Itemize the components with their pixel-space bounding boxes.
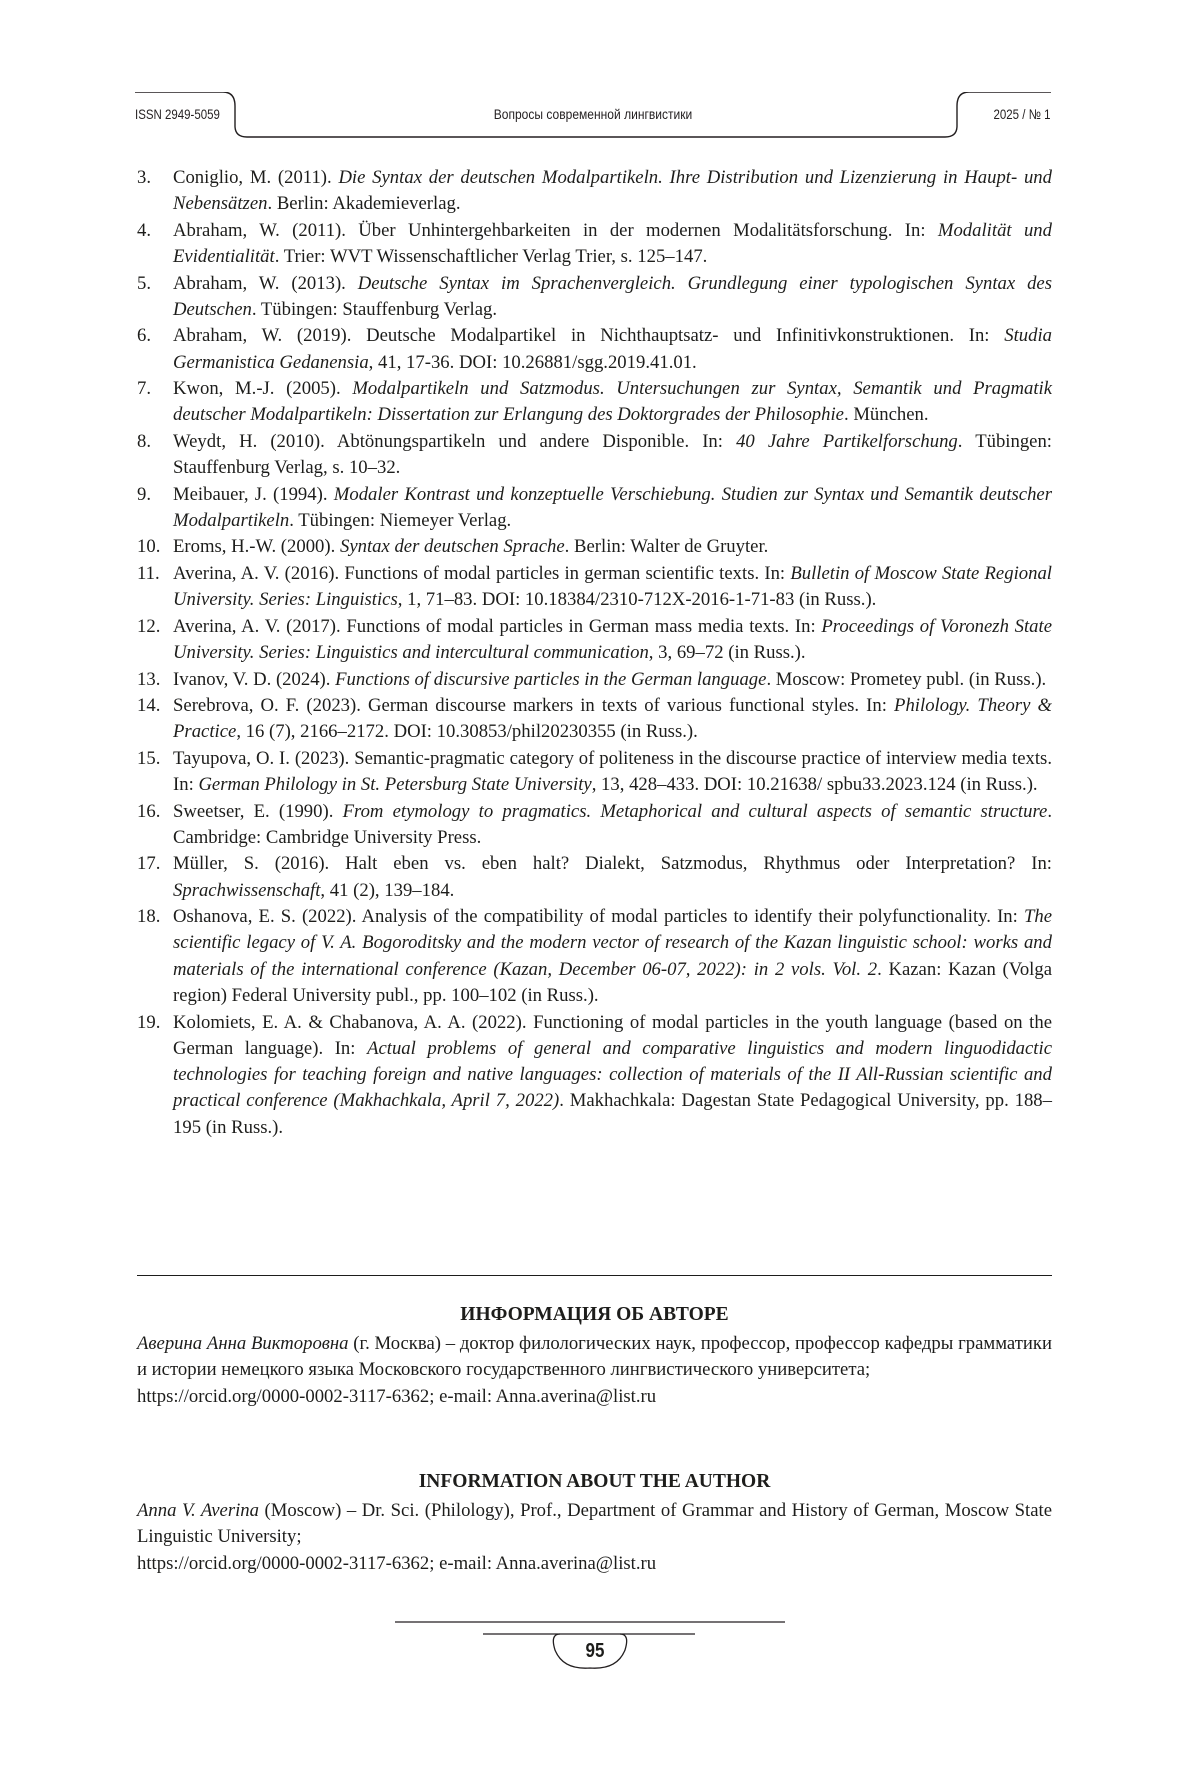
- reference-text: [173, 536, 768, 557]
- reference-title: Actual problems of general and comparative linguistics and mod­ern linguodidactic technologies for teaching foreign and native languages: collection of materials of the II All-Russian scientific and practical conference (Makhachkala, April 7, 2022): [173, 1038, 1052, 1112]
- reference-number: 4.: [137, 218, 151, 244]
- reference-segment: . Makhachkala: Dagestan State Pedagogical University, pp. 188–195 (in Russ.).: [173, 1090, 1052, 1137]
- reference-title: Deutsche Syntax im Sprachenvergleich. Grundlegung einer typologischen Syntax des Deutschen: [173, 273, 1052, 320]
- reference-segment: Kolomiets, E. A. & Chabanova, A. A. (2022). Functioning of modal particles in the youth language (based on the German language). In:: [173, 1012, 1052, 1059]
- page-footer: [395, 1620, 795, 1680]
- reference-item: [137, 218, 1052, 271]
- reference-title: Die Syntax der deutschen Modalpartikeln. Ihre Distribution und Lizenzierung in Haupt- und Nebensätzen: [173, 167, 1052, 214]
- reference-segment: . Tübin­gen: Stauffenburg Verlag, s. 10–32.: [173, 431, 1052, 478]
- reference-number: 8.: [137, 429, 151, 455]
- reference-number: 14.: [137, 693, 160, 719]
- reference-segment: Weydt, H. (2010). Abtönungspartikeln und andere Disponible. In:: [173, 431, 736, 452]
- reference-number: 10.: [137, 534, 160, 560]
- reference-number: 15.: [137, 746, 160, 772]
- reference-text: [173, 167, 1052, 214]
- running-header: [135, 92, 1051, 138]
- reference-text: [173, 378, 1052, 425]
- reference-segment: Abraham, W. (2011). Über Unhintergehbarkeiten in der modernen Modalitätsforschung. In:: [173, 220, 938, 241]
- page-number: 95: [425, 1640, 765, 1663]
- author-name-ru: Аверина Анна Викторовна: [137, 1333, 349, 1354]
- reference-segment: , 13, 428–433. DOI: 10.21638/ spbu33.2023.124 (in Russ.).: [592, 774, 1038, 795]
- reference-number: 9.: [137, 482, 151, 508]
- reference-segment: Averina, A. V. (2016). Functions of modal particles in german scientific texts. In:: [173, 563, 790, 584]
- reference-text: [173, 616, 1052, 663]
- reference-item: [137, 165, 1052, 218]
- author-info-ru-title: ИНФОРМАЦИЯ ОБ АВТОРЕ: [137, 1302, 1052, 1329]
- reference-item: [137, 323, 1052, 376]
- reference-title: Modalpartikeln und Satzmodus. Untersuchungen zur Syntax, Semantik und Pragmatik deutscher Modalpartikeln: Dissertation zur Erlangung des Doktorgrades der Philosophie: [173, 378, 1052, 425]
- reference-item: [137, 851, 1052, 904]
- reference-segment: . Moscow: Prometey publ. (in Russ.).: [766, 669, 1046, 690]
- reference-number: 17.: [137, 851, 160, 877]
- reference-segment: Eroms, H.-W. (2000).: [173, 536, 340, 557]
- reference-item: [137, 271, 1052, 324]
- reference-segment: Meibauer, J. (1994).: [173, 484, 334, 505]
- reference-text: [173, 273, 1052, 320]
- reference-title: Syntax der deutschen Sprache: [340, 536, 565, 557]
- author-contacts-en: https://orcid.org/0000-0002-3117-6362; e-mail: Anna.averina@list.ru: [137, 1551, 1052, 1578]
- reference-item: [137, 614, 1052, 667]
- reference-item: [137, 376, 1052, 429]
- reference-segment: , 16 (7), 2166–2172. DOI: 10.30853/phil20230355 (in Russ.).: [236, 721, 697, 742]
- reference-segment: . Berlin: Walter de Gruyter.: [565, 536, 769, 557]
- reference-title: From etymology to pragmatics. Metaphorical and cultural aspects of semantic struc­ture: [343, 801, 1048, 822]
- reference-segment: Abraham, W. (2019). Deutsche Modalpartikel in Nichthauptsatz- und Infinitivkonstruktionen. In:: [173, 325, 1004, 346]
- reference-segment: Oshanova, E. S. (2022). Analysis of the compatibility of modal particles to identify their polyfunc­tionality. In:: [173, 906, 1024, 927]
- reference-segment: Abraham, W. (2013).: [173, 273, 358, 294]
- reference-number: 11.: [137, 561, 160, 587]
- reference-segment: . Tübingen: Niemeyer Verlag.: [289, 510, 511, 531]
- reference-title: Sprachwissenschaft: [173, 880, 320, 901]
- reference-item: [137, 746, 1052, 799]
- author-info-ru-body: [137, 1331, 1052, 1411]
- reference-segment: , 41 (2), 139–184.: [320, 880, 454, 901]
- reference-number: 19.: [137, 1010, 160, 1036]
- author-info-en: [137, 1469, 1052, 1577]
- reference-item: [137, 799, 1052, 852]
- reference-number: 13.: [137, 667, 160, 693]
- reference-number: 5.: [137, 271, 151, 297]
- issue-label: 2025 / № 1: [994, 106, 1051, 122]
- reference-segment: . Trier: WVT Wissenschaftlicher Verlag Trier, s. 125–147.: [275, 246, 708, 267]
- reference-number: 18.: [137, 904, 160, 930]
- reference-text: [173, 1012, 1052, 1138]
- reference-number: 3.: [137, 165, 151, 191]
- reference-text: [173, 801, 1052, 848]
- reference-text: [173, 484, 1052, 531]
- reference-text: [173, 906, 1052, 1006]
- reference-title: Functions of discursive particles in the German language: [335, 669, 766, 690]
- reference-segment: . Tübingen: Stauffenburg Verlag.: [252, 299, 497, 320]
- reference-segment: , 3, 69–72 (in Russ.).: [649, 642, 806, 663]
- reference-segment: . Berlin: Akademieverlag.: [267, 193, 460, 214]
- reference-item: [137, 904, 1052, 1009]
- reference-item: [137, 693, 1052, 746]
- reference-segment: Tayupova, O. I. (2023). Semantic-pragmatic category of politeness in the discourse practice of inter­view media texts. In:: [173, 748, 1052, 795]
- reference-title: Studia Germanistica Gedanensia: [173, 325, 1052, 372]
- reference-segment: Sweetser, E. (1990).: [173, 801, 343, 822]
- reference-segment: , 41, 17‑36. DOI: 10.26881/sgg.2019.41.01.: [369, 352, 697, 373]
- reference-segment: Müller, S. (2016). Halt eben vs. eben halt? Dialekt, Satzmodus, Rhythmus oder Interpretation? In:: [173, 853, 1052, 874]
- reference-number: 12.: [137, 614, 160, 640]
- reference-segment: Kwon, M.-J. (2005).: [173, 378, 352, 399]
- reference-text: [173, 669, 1046, 690]
- reference-item: [137, 1010, 1052, 1141]
- reference-text: [173, 853, 1052, 900]
- reference-item: [137, 482, 1052, 535]
- author-info-en-body: [137, 1498, 1052, 1578]
- reference-number: 6.: [137, 323, 151, 349]
- reference-segment: , 1, 71–83. DOI: 10.18384/2310-712X-2016-1-71-83 (in Russ.).: [398, 589, 877, 610]
- author-contacts-ru: https://orcid.org/0000-0002-3117-6362; e-mail: Anna.averina@list.ru: [137, 1384, 1052, 1411]
- reference-list: [137, 165, 1052, 1141]
- reference-text: [173, 563, 1052, 610]
- journal-title: Вопросы современной лингвистики: [199, 106, 987, 122]
- reference-segment: . Cambridge: Cambridge University Press.: [173, 801, 1052, 848]
- reference-title: Bulletin of Mos­cow State Regional University. Series: Linguistics: [173, 563, 1052, 610]
- reference-segment: . München.: [844, 404, 929, 425]
- author-info-ru: [137, 1302, 1052, 1410]
- reference-item: [137, 534, 1052, 560]
- reference-title: Philology. Theory & Practice: [173, 695, 1052, 742]
- reference-title: Moda­lität und Evidentialität: [173, 220, 1052, 267]
- reference-title: Modaler Kontrast und konzeptuelle Verschiebung. Studien zur Syntax und Semantik deutscher Modalpartikeln: [173, 484, 1052, 531]
- section-divider: [137, 1275, 1052, 1276]
- reference-item: [137, 429, 1052, 482]
- reference-text: [173, 431, 1052, 478]
- reference-item: [137, 667, 1052, 693]
- reference-item: [137, 561, 1052, 614]
- reference-segment: Ivanov, V. D. (2024).: [173, 669, 335, 690]
- author-info-en-title: INFORMATION ABOUT THE AUTHOR: [137, 1469, 1052, 1496]
- reference-text: [173, 695, 1052, 742]
- author-name-en: Anna V. Averina: [137, 1500, 259, 1521]
- reference-segment: Averina, A. V. (2017). Functions of modal particles in German mass media texts. In:: [173, 616, 821, 637]
- reference-title: The scientific legacy of V. A. Bogoroditsky and the modern vector of research of the Kazan linguistic school: works and materials of the international conference (Kazan, December 06-07, 2022): in 2 vols. Vol. 2: [173, 906, 1052, 980]
- reference-segment: . Kazan: Kazan (Volga region) Federal University publ., pp. 100–102 (in Russ.).: [173, 959, 1052, 1006]
- reference-number: 16.: [137, 799, 160, 825]
- reference-title: 40 Jahre Partikelforschung: [736, 431, 958, 452]
- author-desc-en: (Moscow) – Dr. Sci. (Philology), Prof., Department of Grammar and History of German, Moscow State Linguistic University;: [137, 1500, 1052, 1548]
- reference-title: Proceedings of Voronezh State University. Series: Linguistics and intercultural communication: [173, 616, 1052, 663]
- author-desc-ru: (г. Москва) – доктор филологических наук, профессор, профессор ка­федры грамматики и истории немецкого языка Московского государственного лингвистического университета;: [137, 1333, 1052, 1381]
- reference-text: [173, 220, 1052, 267]
- reference-segment: Serebrova, O. F. (2023). German discourse markers in texts of various functional styles. In:: [173, 695, 894, 716]
- reference-text: [173, 748, 1052, 795]
- reference-segment: Coniglio, M. (2011).: [173, 167, 338, 188]
- reference-title: German Philology in St. Petersburg State University: [198, 774, 591, 795]
- reference-number: 7.: [137, 376, 151, 402]
- reference-text: [173, 325, 1052, 372]
- issn-label: ISSN 2949-5059: [135, 106, 220, 122]
